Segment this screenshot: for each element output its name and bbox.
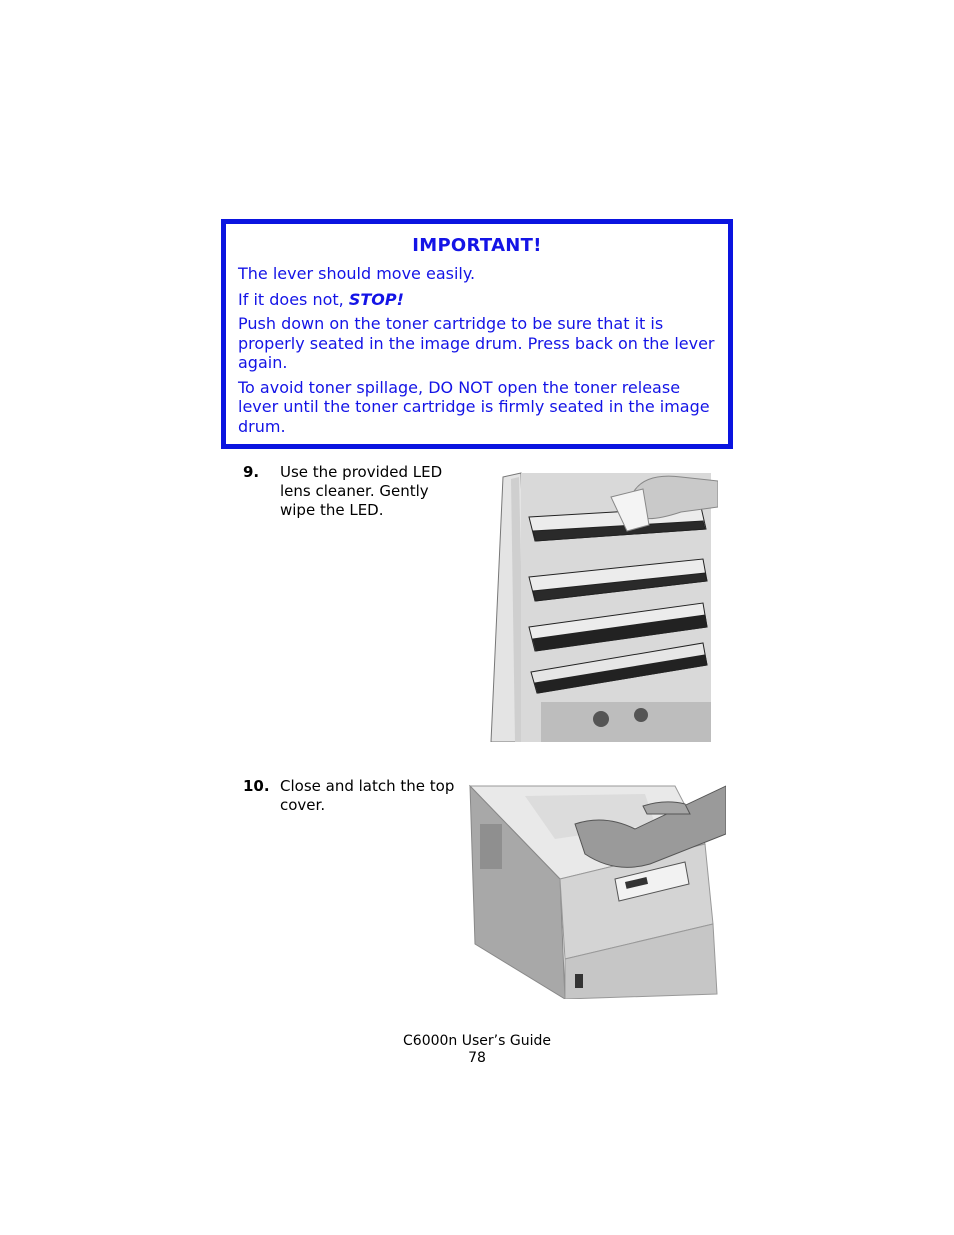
important-line-push: Push down on the toner cartridge to be sure that it is properly seated in the image drum. Press back on the lever again. [238, 314, 715, 372]
stop-emphasis: STOP! [348, 289, 404, 309]
step-text: Close and latch the top cover. [280, 777, 455, 814]
footer-page-number: 78 [468, 1050, 486, 1066]
step-text: Use the provided LED lens cleaner. Gently wipe the LED. [280, 463, 443, 519]
important-line-spillage: To avoid toner spillage, DO NOT open the toner release lever until the toner cartridge is firmly seated in the image drum. [238, 377, 710, 436]
page-footer [0, 1033, 954, 1067]
footer-guide-title: C6000n User’s Guide [403, 1033, 551, 1049]
printer-cover-illustration [465, 784, 726, 999]
printer-drawers-illustration [481, 467, 718, 742]
important-line-stop [238, 290, 716, 310]
photo-close-top-cover [465, 784, 726, 999]
step-9 [243, 463, 463, 543]
important-line-lever: The lever should move easily. [238, 264, 476, 283]
important-line-stop-prefix: If it does not, [238, 289, 349, 309]
step-number: 10. [243, 777, 270, 795]
step-number: 9. [243, 463, 260, 481]
photo-led-cleaning [481, 467, 718, 742]
step-10 [243, 777, 463, 837]
important-title: IMPORTANT! [412, 235, 542, 256]
important-notice-box [221, 219, 733, 449]
